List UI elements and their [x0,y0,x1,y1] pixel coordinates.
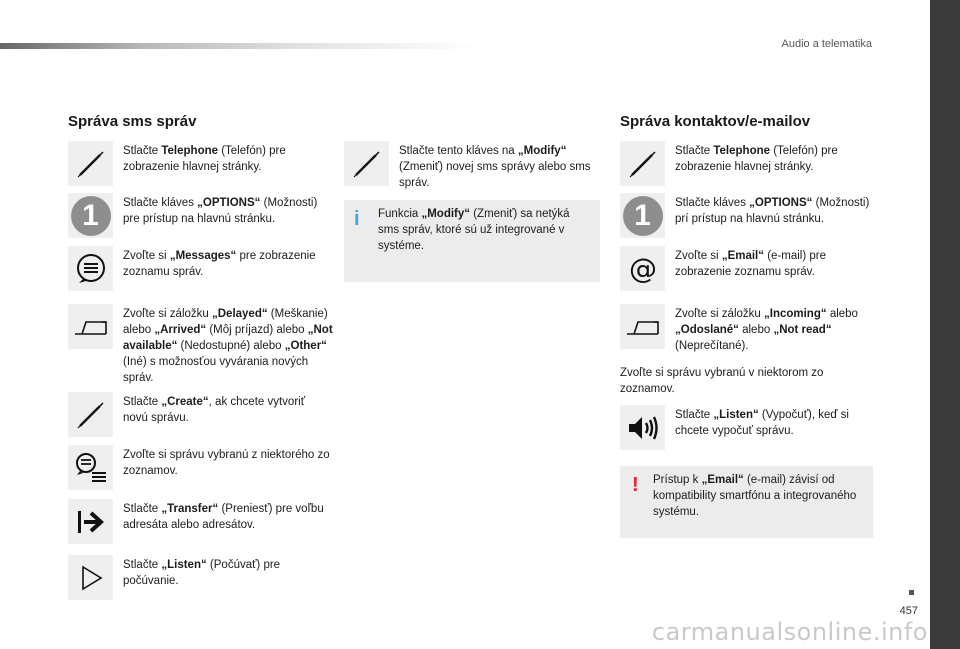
contacts-step [620,246,875,291]
chapter-title: Audio a telematika [781,38,872,50]
step-text: Stlačte „Transfer“ (Preniesť) pre voľbu adresáta alebo adresátov. [123,503,324,531]
speaker-icon [620,405,665,450]
sms-step [68,445,333,490]
sms-step [68,392,333,437]
sms-section-title: Správa sms správ [68,113,197,130]
sms-step [68,555,333,600]
step-number-badge [620,193,665,238]
warning-note [620,466,873,538]
info-note-text: Funkcia „Modify“ (Zmeniť) sa netýká sms správ, ktoré sú už integrované v systéme. [378,208,570,252]
transfer-icon [68,499,113,544]
page-number: 457 [899,605,918,617]
pencil-icon [344,141,389,186]
contacts-step [620,304,875,354]
chapter-sidebar [930,0,960,649]
play-icon [68,555,113,600]
pencil-icon [68,392,113,437]
step-text: Zvoľte si „Email“ (e-mail) pre zobrazenie zoznamu správ. [675,250,826,278]
step-text: Zvoľte si záložku „Incoming“ alebo „Odoslané“ alebo „Not read“ (Neprečítané). [675,308,858,352]
contacts-section-title: Správa kontaktov/e-mailov [620,113,811,130]
contacts-step [620,141,875,186]
number-badge: 1 [623,196,663,236]
step-text: Stlačte Telephone (Telefón) pre zobrazenie hlavnej stránky. [675,145,838,173]
header-gradient-bar [0,43,480,49]
choose-message-text: Zvoľte si správu vybranú v niektorom zo zoznamov. [620,367,824,395]
step-text: Zvoľte si záložku „Delayed“ (Meškanie) alebo „Arrived“ (Môj príjazd) alebo „Not available“ (Nedostupné) alebo „Other“ (Iné) s možnosťou vyvárania nových správ. [123,308,333,384]
step-text: Stlačte „Listen“ (Počúvať) pre počúvanie. [123,559,281,587]
number-badge: 1 [71,196,111,236]
step-text: Zvoľte si správu vybranú z niektorého zo zoznamov. [123,449,330,477]
step-text: Stlačte kláves „OPTIONS“ (Možnosti) pre prístup na hlavnú stránku. [123,197,318,225]
sms-step [68,304,333,386]
pencil-icon [620,141,665,186]
sms-step [68,499,333,544]
page-marker [909,590,914,595]
tab-icon [68,304,113,349]
modify-step [344,141,600,191]
step-text: Stlačte tento kláves na „Modify“ (Zmeniť) novej sms správy alebo sms správ. [399,145,591,189]
info-icon: i [354,208,360,230]
sms-step [68,193,333,238]
step-text: Stlačte „Listen“ (Vypočuť), keď si chcete vypočuť správu. [675,409,849,437]
warning-icon: ! [632,474,639,496]
step-text: Zvoľte si „Messages“ pre zobrazenie zoznamu správ. [123,250,316,278]
contacts-step [620,405,875,450]
step-number-badge [68,193,113,238]
step-text: Stlačte „Create“, ak chcete vytvoriť novú správu. [123,396,306,424]
sms-step [68,246,333,291]
tab-icon [620,304,665,349]
watermark: carmanualsonline.info [651,618,928,646]
info-note [344,200,600,282]
at-icon [620,246,665,291]
step-text: Stlačte kláves „OPTIONS“ (Možnosti) prí prístup na hlavnú stránku. [675,197,870,225]
message-list-icon [68,445,113,490]
warning-note-text: Prístup k „Email“ (e-mail) závisí od kompatibility smartfónu a integrovaného systému. [653,474,857,518]
messages-icon [68,246,113,291]
pencil-icon [68,141,113,186]
contacts-step [620,193,875,238]
sms-step [68,141,333,186]
svg-text:@: @ [628,251,657,285]
step-text: Stlačte Telephone (Telefón) pre zobrazenie hlavnej stránky. [123,145,286,173]
